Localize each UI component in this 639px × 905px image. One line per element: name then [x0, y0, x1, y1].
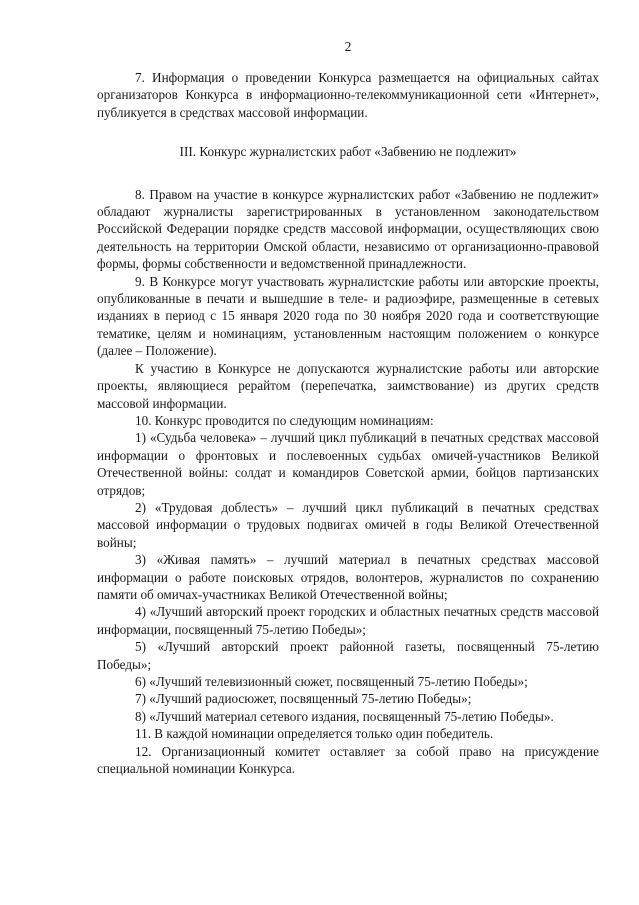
paragraph-12: 12. Организационный комитет оставляет за собой право на присуждение специальной номинации Конкурса. [97, 743, 599, 777]
nomination-4: 4) «Лучший авторский проект городских и областных печатных средств массовой информации, посвященный 75-летию Победы»; [97, 604, 599, 637]
paragraph-9-note: К участию в Конкурсе не допускаются журналистские работы или авторские проекты, являющиеся рерайтом (перепечатка, заимствование) из других средств массовой информации. [97, 360, 599, 411]
page-number: 2 [344, 39, 352, 54]
nomination-6: 6) «Лучший телевизионный сюжет, посвященный 75-летию Победы»; [135, 674, 528, 689]
paragraph-8: 8. Правом на участие в конкурсе журналистских работ «Забвению не подлежит» обладают журналисты зарегистрированных в установленном законодательством Российской Федерации порядке средств массовой информации, осуществляющих свою деятельность на территории Омской области, независимо от организационно-правовой формы, формы собственности и ведомственной принадлежности. [97, 186, 599, 272]
nomination-5: 5) «Лучший авторский проект районной газеты, посвященный 75-летию Победы»; [97, 639, 599, 672]
nomination-3: 3) «Живая память» – лучший материал в печатных средствах массовой информации о работе поисковых отрядов, волонтеров, журналистов по сохранению памяти об омичах-участниках Великой Отечественной войны; [97, 552, 599, 602]
paragraph-11: 11. В каждой номинации определяется только один победитель. [135, 726, 494, 742]
nomination-8: 8) «Лучший материал сетевого издания, посвященный 75-летию Победы». [135, 708, 554, 724]
document-body [97, 69, 599, 777]
nomination-2: 2) «Трудовая доблесть» – лучший цикл публикаций в печатных средствах массовой информации о трудовых подвигах омичей в годы Великой Отечественной войны; [97, 499, 599, 550]
section-title: III. Конкурс журналистских работ «Забвению не подлежит» [179, 144, 517, 160]
nomination-1: 1) «Судьба человека» – лучший цикл публикаций в печатных средствах массовой информации о фронтовых и послевоенных судьбах омичей-участников Великой Отечественной войны: солдат и командиров Советской армии, бойцов партизанских отрядов; [97, 430, 599, 498]
paragraph-9: 9. В Конкурсе могут участвовать журналистские работы или авторские проекты, опубликованные в печати и вышедшие в теле- и радиоэфире, размещенные в сетевых изданиях в период с 15 января 2020 года по 30 ноября 2020 года и соответствующие тематике, целям и номинациям, установленным настоящим положением о конкурсе (далее – Положение). [97, 273, 599, 359]
paragraph-10: 10. Конкурс проводится по следующим номинациям: [135, 412, 434, 428]
nomination-7: 7) «Лучший радиосюжет, посвященный 75-летию Победы»; [135, 691, 472, 707]
paragraph-7: 7. Информация о проведении Конкурса размещается на официальных сайтах организаторов Конкурса в информационно-телекоммуникационной сети «Интернет», публикуется в средствах массовой информации. [97, 70, 599, 120]
